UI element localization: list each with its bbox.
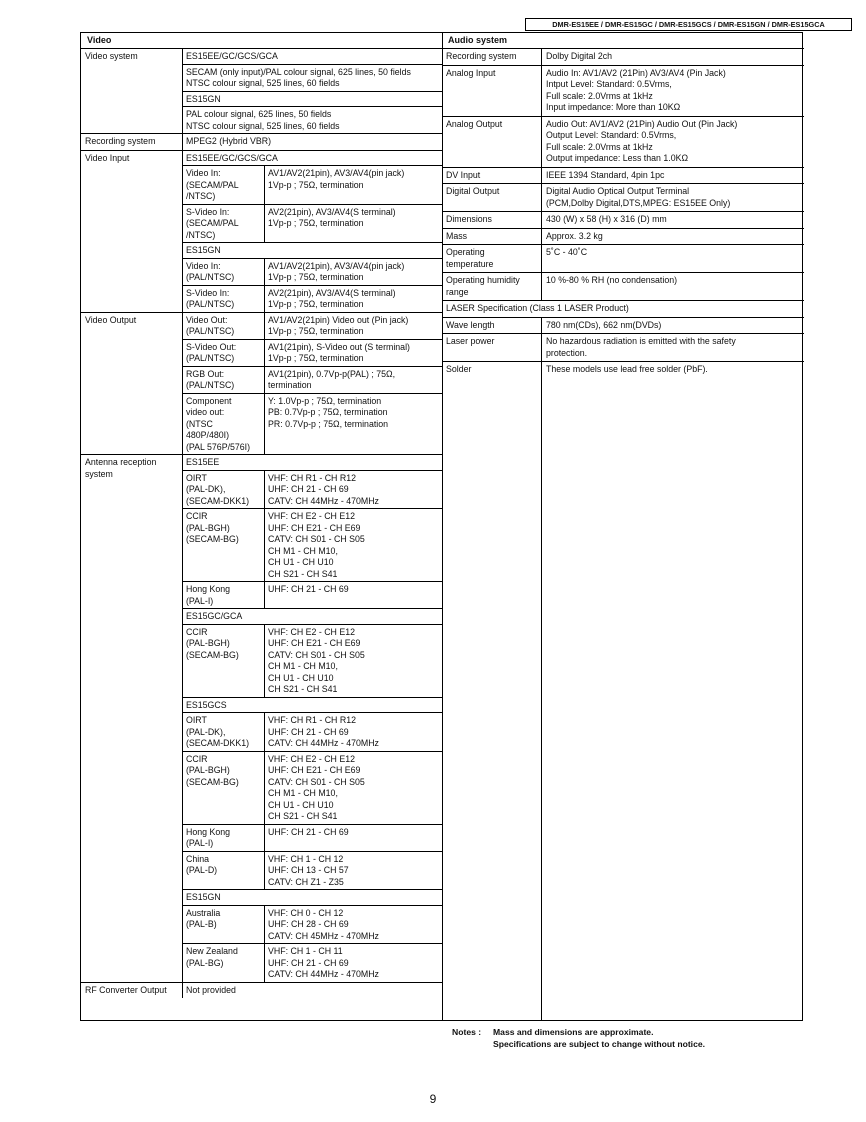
cell: VHF: CH E2 - CH E12 UHF: CH E21 - CH E69 CATV: CH S01 - CH S05 CH M1 - CH M10, CH U1 - CH U10 CH S21 - CH S41 xyxy=(268,511,365,579)
row-label: Mass xyxy=(442,229,542,245)
cell: New Zealand (PAL-BG) xyxy=(183,944,265,982)
note-line: Mass and dimensions are approximate. xyxy=(493,1027,654,1037)
audio-heading: Audio system xyxy=(442,33,804,49)
cell: Video In: (SECAM/PAL /NTSC) xyxy=(183,166,265,204)
cell: PAL colour signal, 625 lines, 50 fields NTSC colour signal, 525 lines, 60 fields xyxy=(186,109,340,131)
cell: VHF: CH R1 - CH R12 UHF: CH 21 - CH 69 CATV: CH 44MHz - 470MHz xyxy=(268,715,379,748)
cell: 5˚C - 40˚C xyxy=(546,247,588,257)
cell: Video In: (PAL/NTSC) xyxy=(183,259,265,285)
cell: AV2(21pin), AV3/AV4(S terminal) 1Vp-p ; 75Ω, termination xyxy=(268,206,396,228)
table-row xyxy=(442,49,804,66)
cell: AV2(21pin), AV3/AV4(S terminal) 1Vp-p ; 75Ω, termination xyxy=(268,287,396,309)
cell: 780 nm(CDs), 662 nm(DVDs) xyxy=(546,319,662,330)
cell: Component video out: (NTSC 480P/480I) (PAL 576P/576I) xyxy=(183,394,265,455)
cell: These models use lead free solder (PbF). xyxy=(546,364,708,374)
cell: VHF: CH E2 - CH E12 UHF: CH E21 - CH E69 CATV: CH S01 - CH S05 CH M1 - CH M10, CH U1 - CH U10 CH S21 - CH S41 xyxy=(268,753,365,821)
row-label: Digital Output xyxy=(442,184,542,211)
table-row xyxy=(442,318,804,335)
row-label: RF Converter Output xyxy=(81,983,183,999)
notes xyxy=(452,1027,705,1050)
cell: RGB Out: (PAL/NTSC) xyxy=(183,367,265,393)
cell: ES15GCS xyxy=(183,698,442,714)
cell: UHF: CH 21 - CH 69 xyxy=(268,584,349,594)
cell: Hong Kong (PAL-I) xyxy=(183,582,265,608)
cell: ES15EE/GC/GCS/GCA xyxy=(183,49,442,65)
cell: MPEG2 (Hybrid VBR) xyxy=(186,136,272,146)
cell: Video Out: (PAL/NTSC) xyxy=(183,313,265,339)
cell: 10 %-80 % RH (no condensation) xyxy=(546,275,678,285)
table-row xyxy=(442,362,804,378)
row-label: Video Input xyxy=(81,151,183,312)
cell: 430 (W) x 58 (H) x 316 (D) mm xyxy=(546,214,667,224)
cell: Digital Audio Optical Output Terminal (PCM,Dolby Digital,DTS,MPEG: ES15EE Only) xyxy=(546,186,731,208)
cell: AV1/AV2(21pin), AV3/AV4(pin jack) 1Vp-p ; 75Ω, termination xyxy=(268,260,405,282)
cell: AV1/AV2(21pin), AV3/AV4(pin jack) 1Vp-p ; 75Ω, termination xyxy=(268,168,405,190)
recording-system-row xyxy=(81,134,442,151)
cell: AV1/AV2(21pin) Video out (Pin jack) 1Vp-p ; 75Ω, termination xyxy=(268,314,409,336)
cell: CCIR (PAL-BGH) (SECAM-BG) xyxy=(183,752,265,824)
cell: IEEE 1394 Standard, 4pin 1pc xyxy=(546,169,665,180)
row-label: Video Output xyxy=(81,313,183,455)
cell: VHF: CH R1 - CH R12 UHF: CH 21 - CH 69 CATV: CH 44MHz - 470MHz xyxy=(268,472,379,506)
table-row xyxy=(442,212,804,229)
cell: CCIR (PAL-BGH) (SECAM-BG) xyxy=(183,625,265,697)
rf-converter-row xyxy=(81,983,442,999)
cell: S-Video Out: (PAL/NTSC) xyxy=(183,340,265,366)
cell: Audio In: AV1/AV2 (21Pin) AV3/AV4 (Pin Jack) Intput Level: Standard: 0.5Vrms, Full scale: 2.0Vrms at 1kHz Input impedance: More than 10KΩ xyxy=(546,67,726,112)
page-number: 9 xyxy=(429,1092,437,1106)
cell: ES15GN xyxy=(183,890,442,906)
table-row xyxy=(442,168,804,185)
cell: ES15GC/GCA xyxy=(183,609,442,625)
cell: Hong Kong (PAL-I) xyxy=(183,825,265,851)
row-label: DV Input xyxy=(442,168,542,184)
cell: S-Video In: (SECAM/PAL /NTSC) xyxy=(183,205,265,243)
cell: CCIR (PAL-BGH) (SECAM-BG) xyxy=(183,509,265,581)
row-label: Solder xyxy=(442,362,542,378)
video-system-row xyxy=(81,49,442,134)
cell: ES15EE/GC/GCS/GCA xyxy=(183,151,442,167)
table-row xyxy=(442,229,804,246)
cell: Australia (PAL-B) xyxy=(183,906,265,944)
cell: VHF: CH E2 - CH E12 UHF: CH E21 - CH E69 CATV: CH S01 - CH S05 CH M1 - CH M10, CH U1 - CH U10 CH S21 - CH S41 xyxy=(268,626,365,694)
cell: China (PAL-D) xyxy=(183,852,265,890)
row-label: Laser power xyxy=(442,334,542,361)
cell: VHF: CH 1 - CH 11 UHF: CH 21 - CH 69 CATV: CH 44MHz - 470MHz xyxy=(268,946,379,979)
cell: Not provided xyxy=(186,984,236,995)
table-row xyxy=(442,273,804,301)
cell: UHF: CH 21 - CH 69 xyxy=(268,826,349,837)
row-label: Analog Output xyxy=(442,117,542,167)
cell: Audio Out: AV1/AV2 (21Pin) Audio Out (Pin Jack) Output Level: Standard: 0.5Vrms, Full scale: 2.0Vrms at 1kHz Output impedance: Less than 1.0KΩ xyxy=(546,118,738,163)
table-row xyxy=(442,184,804,212)
note-line: Specifications are subject to change without notice. xyxy=(493,1038,706,1049)
laser-spec-row xyxy=(442,301,804,318)
row-label: Dimensions xyxy=(442,212,542,228)
audio-column xyxy=(442,33,804,1020)
model-header: DMR-ES15EE / DMR-ES15GC / DMR-ES15GCS / DMR-ES15GN / DMR-ES15GCA xyxy=(525,18,852,31)
row-label: Antenna reception system xyxy=(81,455,183,982)
column-divider xyxy=(541,373,542,1020)
cell: Approx. 3.2 kg xyxy=(546,230,603,241)
row-label: Operating temperature xyxy=(442,245,542,272)
row-label: Recording system xyxy=(81,134,183,150)
cell: LASER Specification (Class 1 LASER Product) xyxy=(446,303,629,313)
cell: No hazardous radiation is emitted with the safety protection. xyxy=(546,336,736,358)
cell: S-Video In: (PAL/NTSC) xyxy=(183,286,265,312)
row-label: Recording system xyxy=(442,49,542,65)
video-output-row xyxy=(81,313,442,456)
video-column xyxy=(81,33,443,1020)
cell: SECAM (only input)/PAL colour signal, 625 lines, 50 fields NTSC colour signal, 525 lines, 60 fields xyxy=(183,65,442,92)
row-label: Analog Input xyxy=(442,66,542,116)
spec-table xyxy=(80,32,803,1021)
cell: Dolby Digital 2ch xyxy=(546,51,613,61)
table-row xyxy=(442,117,804,168)
table-row xyxy=(442,334,804,362)
video-input-row xyxy=(81,151,442,313)
table-row xyxy=(442,66,804,117)
cell: ES15GN xyxy=(183,243,442,259)
cell: ES15GN xyxy=(183,92,442,108)
video-heading: Video xyxy=(81,33,442,49)
notes-label: Notes : xyxy=(452,1027,482,1037)
cell: AV1(21pin), 0.7Vp-p(PAL) ; 75Ω, termination xyxy=(268,368,396,390)
cell: VHF: CH 1 - CH 12 UHF: CH 13 - CH 57 CATV: CH Z1 - Z35 xyxy=(268,853,349,887)
cell: AV1(21pin), S-Video out (S terminal) 1Vp-p ; 75Ω, termination xyxy=(268,341,410,363)
cell: OIRT (PAL-DK), (SECAM-DKK1) xyxy=(183,713,265,751)
antenna-row xyxy=(81,455,442,983)
cell: VHF: CH 0 - CH 12 UHF: CH 28 - CH 69 CATV: CH 45MHz - 470MHz xyxy=(268,907,379,941)
cell: Y: 1.0Vp-p ; 75Ω, termination PB: 0.7Vp-p ; 75Ω, termination PR: 0.7Vp-p ; 75Ω, termination xyxy=(268,395,389,429)
table-row xyxy=(442,245,804,273)
cell: OIRT (PAL-DK), (SECAM-DKK1) xyxy=(183,471,265,509)
row-label: Video system xyxy=(81,49,183,133)
cell: ES15EE xyxy=(183,455,442,471)
row-label: Operating humidity range xyxy=(442,273,542,300)
row-label: Wave length xyxy=(442,318,542,334)
